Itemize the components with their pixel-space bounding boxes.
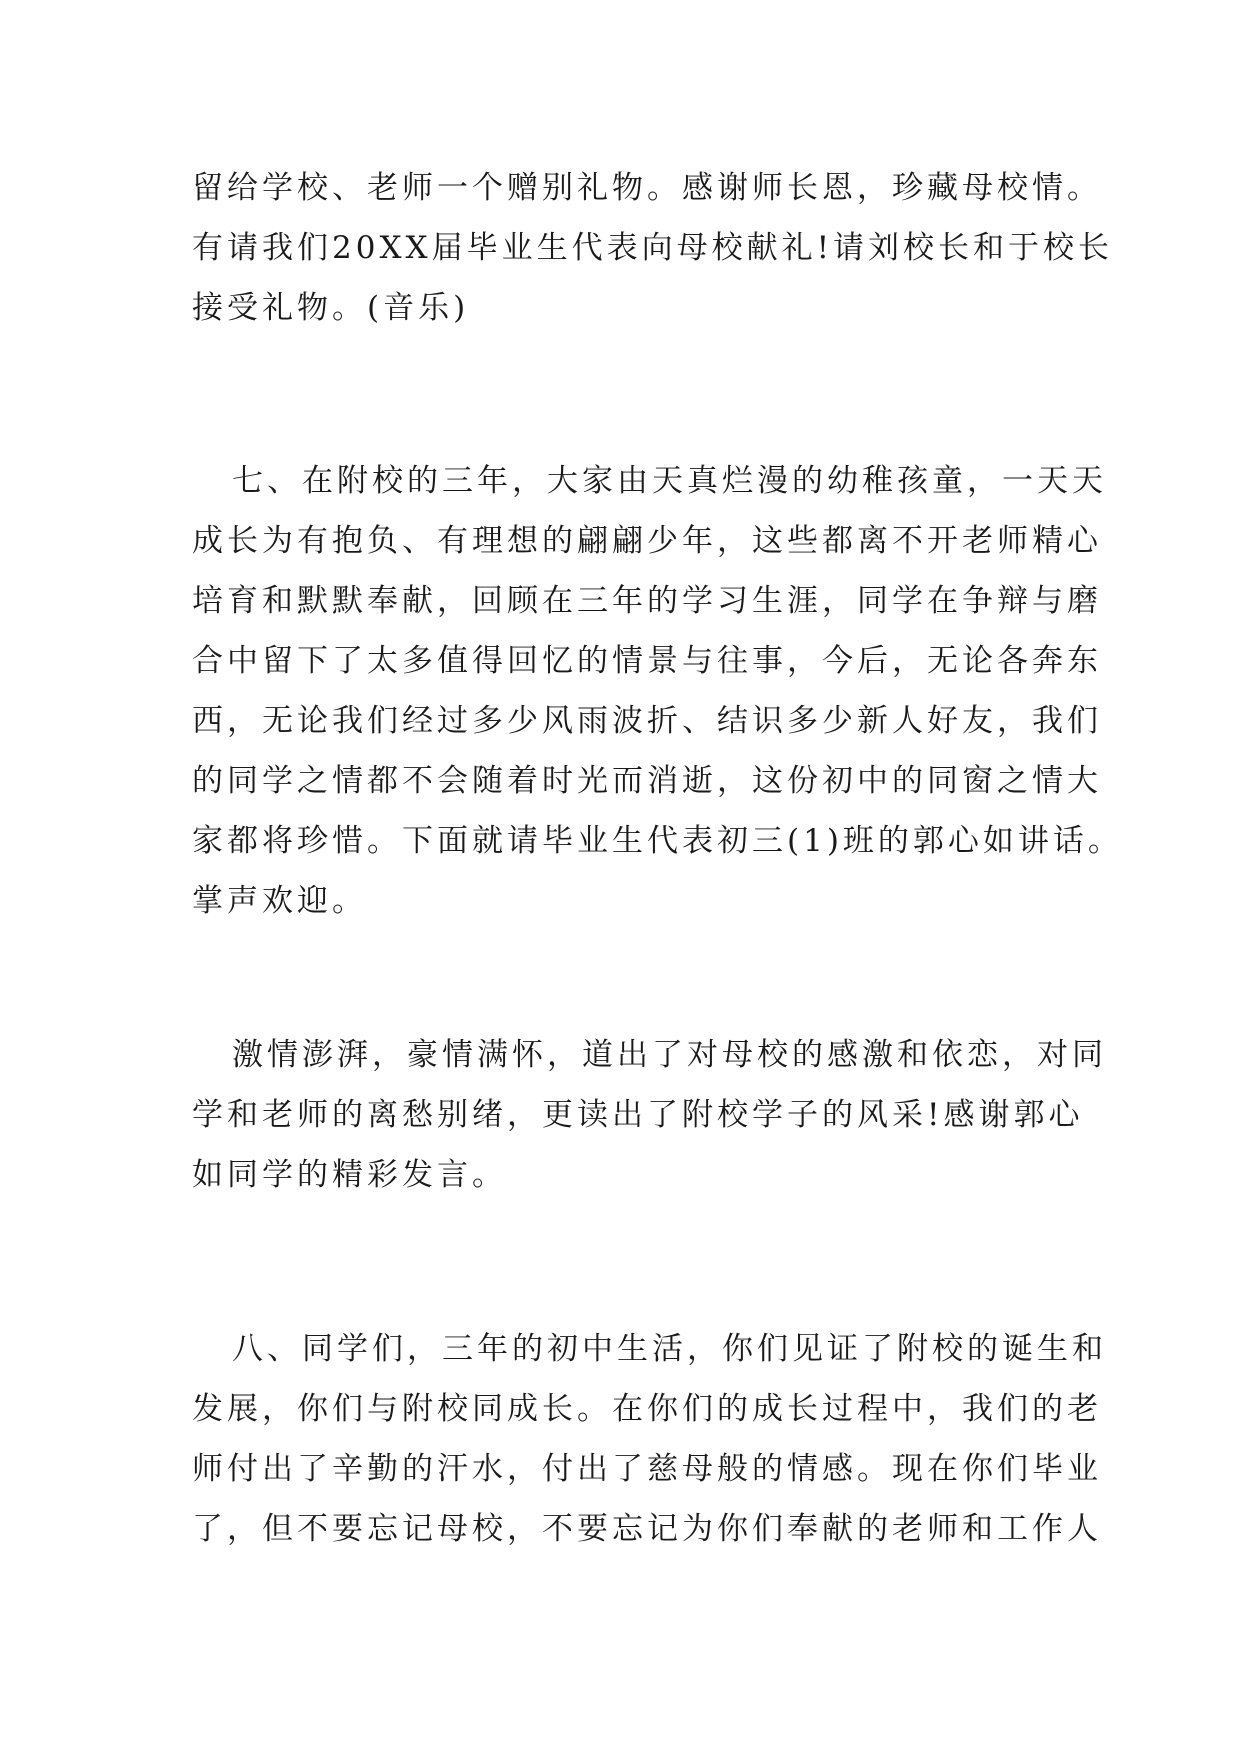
text-line: 掌声欢迎。: [192, 883, 367, 919]
paragraph-section-eight: [192, 1319, 1107, 1559]
text-line: 家都将珍惜。下面就请毕业生代表初三(1)班的郭心如讲话。: [192, 823, 1123, 859]
text-line: 七、在附校的三年，大家由天真烂漫的幼稚孩童，一天天: [232, 463, 1107, 499]
text-line: 成长为有抱负、有理想的翩翩少年，这些都离不开老师精心: [192, 523, 1102, 559]
text-line: 如同学的精彩发言。: [192, 1157, 507, 1193]
text-line: 有请我们20XX届毕业生代表向母校献礼!请刘校长和于校长: [192, 230, 1114, 266]
text-line: 学和老师的离愁别绪，更读出了附校学子的风采!感谢郭心: [192, 1097, 1084, 1133]
text-line: 合中留下了太多值得回忆的情景与往事，今后，无论各奔东: [192, 643, 1102, 679]
text-line: 激情澎湃，豪情满怀，道出了对母校的感激和依恋，对同: [232, 1037, 1107, 1073]
text-line: 师付出了辛勤的汗水，付出了慈母般的情感。现在你们毕业: [192, 1451, 1102, 1487]
text-line: 的同学之情都不会随着时光而消逝，这份初中的同窗之情大: [192, 763, 1102, 799]
text-line: 八、同学们，三年的初中生活，你们见证了附校的诞生和: [232, 1331, 1107, 1367]
text-line: 了，但不要忘记母校，不要忘记为你们奉献的老师和工作人: [192, 1511, 1102, 1547]
text-line: 培育和默默奉献，回顾在三年的学习生涯，同学在争辩与磨: [192, 583, 1102, 619]
paragraph-speech-thanks: [192, 1025, 1107, 1205]
text-line: 发展，你们与附校同成长。在你们的成长过程中，我们的老: [192, 1391, 1102, 1427]
text-line: 西，无论我们经过多少风雨波折、结识多少新人好友，我们: [192, 703, 1102, 739]
paragraph-gift-presentation: [192, 158, 1114, 338]
text-line: 留给学校、老师一个赠别礼物。感谢师长恩，珍藏母校情。: [192, 170, 1102, 206]
text-line: 接受礼物。(音乐): [192, 290, 470, 326]
paragraph-section-seven: [192, 451, 1123, 931]
